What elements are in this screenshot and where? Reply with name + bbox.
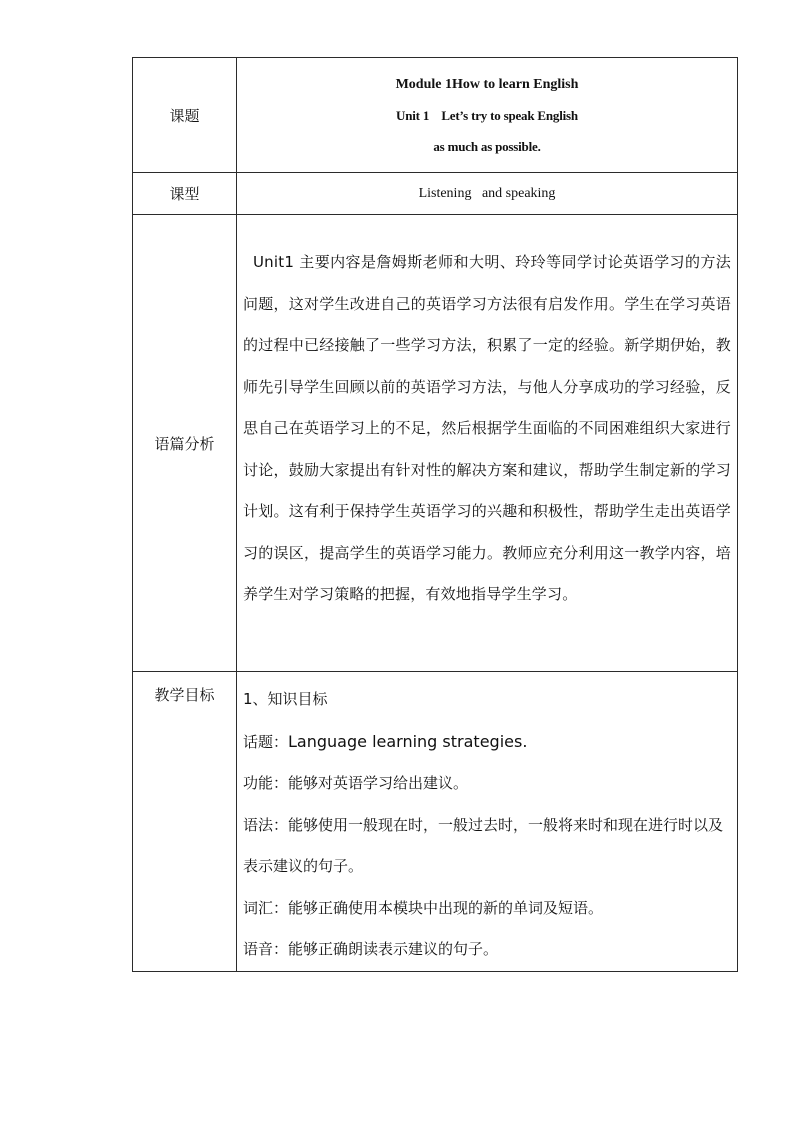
- goal-function: 功能：能够对英语学习给出建议。: [243, 774, 469, 792]
- goal-topic-label: 话题：: [243, 732, 289, 751]
- analysis-label-cell: [133, 215, 237, 672]
- analysis-row: [133, 215, 738, 672]
- unit-title: Unit 1 Let’s try to speak English: [396, 108, 578, 123]
- title-row: [133, 58, 738, 173]
- goal-topic: [243, 721, 731, 764]
- type-label: 课型: [169, 185, 200, 203]
- goals-row: [133, 672, 738, 972]
- goals-list: [237, 672, 737, 971]
- analysis-text: Unit1 主要内容是詹姆斯老师和大明、玲玲等同学讨论英语学习的方法问题，这对学生改进自己的英语学习方法很有启发作用。学生在学习英语的过程中已经接触了一些学习方法，积累了一定的经验。新学期伊始，教师先引导学生回顾以前的英语学习方法，与他人分享成功的学习经验，反思自己在英语学习上的不足，然后根据学生面临的不同困难组织大家进行讨论，鼓励大家提出有针对性的解决方案和建议，帮助学生制定新的学习计划。这有利于保持学生英语学习的兴趣和积极性，帮助学生走出英语学习的误区，提高学生的英语学习能力。教师应充分利用这一教学内容，培养学生对学习策略的把握，有效地指导学生学习。: [243, 253, 731, 603]
- lesson-title: [237, 77, 737, 155]
- title-content-cell: [237, 58, 738, 173]
- type-label-cell: [133, 173, 237, 215]
- goal-grammar: 语法：能够使用一般现在时，一般过去时，一般将来时和现在进行时以及表示建议的句子。: [243, 815, 724, 875]
- lesson-type: Listening and speaking: [418, 185, 556, 201]
- goal-vocabulary: 词汇：能够正确使用本模块中出现的新的单词及短语。: [243, 898, 604, 917]
- analysis-content-cell: [237, 215, 738, 672]
- goals-label-cell: [133, 672, 237, 972]
- lesson-plan-table: [132, 57, 738, 972]
- goals-content-cell: [237, 672, 738, 972]
- goals-heading: 1、知识目标: [243, 690, 328, 708]
- module-title: Module 1How to learn English: [395, 77, 579, 92]
- goal-pronunciation: 语音：能够正确朗读表示建议的句子。: [243, 940, 499, 958]
- analysis-label: 语篇分析: [154, 434, 215, 453]
- type-row: [133, 173, 738, 215]
- type-content-cell: [237, 173, 738, 215]
- goal-topic-value: Language learning strategies.: [288, 731, 528, 751]
- title-label-cell: [133, 58, 237, 173]
- title-label: 课题: [169, 106, 200, 125]
- analysis-paragraph: [237, 215, 737, 616]
- unit-title-continuation: as much as possible.: [433, 139, 541, 154]
- goals-label: 教学目标: [154, 686, 215, 704]
